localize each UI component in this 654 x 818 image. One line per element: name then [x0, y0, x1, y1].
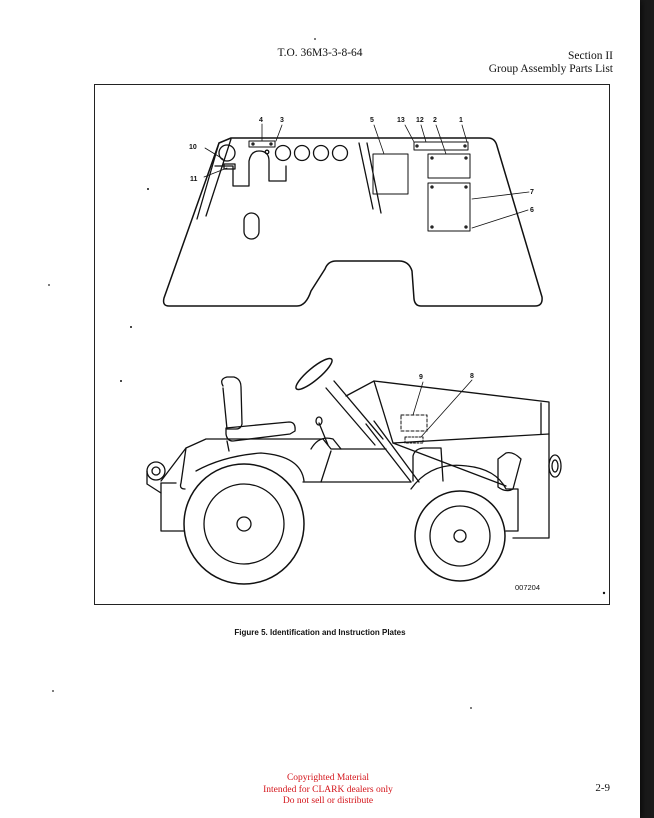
scan-speck	[48, 284, 50, 286]
scan-speck	[314, 38, 316, 40]
drawing-number: 007204	[515, 583, 541, 592]
callout-1: 1	[459, 117, 463, 124]
dashboard-panel-drawing	[164, 138, 543, 306]
callout-6: 6	[530, 207, 534, 214]
callout-4: 4	[259, 117, 263, 124]
callout-5: 5	[370, 117, 374, 124]
tractor-leader-lines	[413, 380, 472, 437]
scan-speck	[52, 690, 54, 692]
callout-8: 8	[470, 373, 474, 380]
copyright-notice	[228, 773, 428, 808]
figure-caption: Figure 5. Identification and Instruction Plates	[234, 628, 406, 637]
callout-13: 13	[397, 117, 405, 124]
callout-3: 3	[280, 117, 284, 124]
copyright-line-2: Intended for CLARK dealers only	[263, 784, 393, 795]
callout-9: 9	[419, 374, 423, 381]
copyright-line-1: Copyrighted Material	[286, 773, 370, 783]
document-number: T.O. 36M3-3-8-64	[277, 47, 363, 59]
section-label: Section II	[567, 50, 613, 62]
section-title: Group Assembly Parts List	[488, 63, 613, 75]
page-number: 2-9	[595, 782, 610, 794]
copyright-line-3: Do not sell or distribute	[282, 796, 374, 806]
section-header	[489, 50, 613, 76]
scan-speck	[470, 707, 472, 709]
callout-11: 11	[190, 176, 198, 183]
figure-frame	[94, 84, 610, 605]
callout-12: 12	[416, 117, 424, 124]
callout-7: 7	[530, 189, 534, 196]
callout-10: 10	[189, 144, 197, 151]
tractor-side-view-drawing	[147, 355, 561, 584]
figure-illustration	[95, 85, 611, 606]
callout-2: 2	[433, 117, 437, 124]
